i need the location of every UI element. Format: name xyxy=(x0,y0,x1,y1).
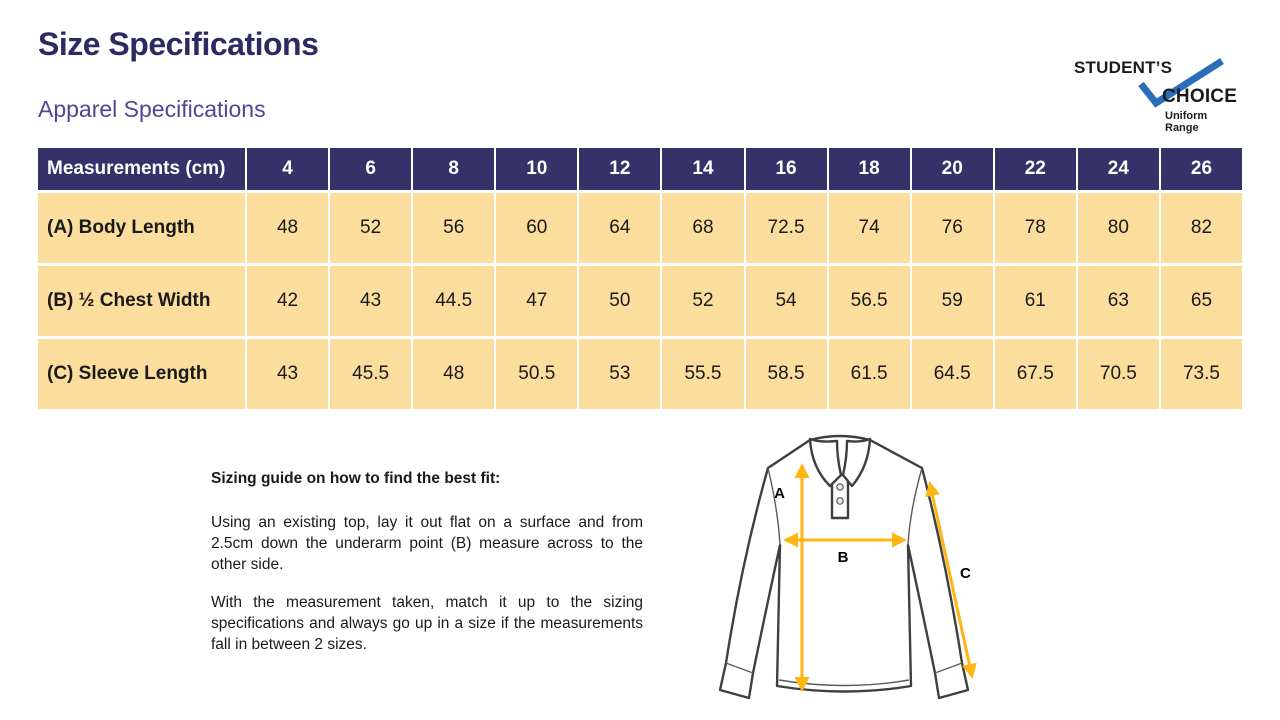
value-cell: 56 xyxy=(413,193,494,263)
value-cell: 44.5 xyxy=(413,266,494,336)
logo-line2: CHOICE xyxy=(1162,86,1238,107)
value-cell: 47 xyxy=(496,266,577,336)
value-cell: 61 xyxy=(995,266,1076,336)
value-cell: 63 xyxy=(1078,266,1159,336)
value-cell: 68 xyxy=(662,193,743,263)
value-cell: 76 xyxy=(912,193,993,263)
value-cell: 73.5 xyxy=(1161,339,1242,409)
header-size-cell: 18 xyxy=(829,148,910,190)
value-cell: 67.5 xyxy=(995,339,1076,409)
page-title: Size Specifications xyxy=(38,26,319,62)
students-choice-logo xyxy=(1072,58,1242,134)
header-size-cell: 6 xyxy=(330,148,411,190)
row-label-cell: (C) Sleeve Length xyxy=(38,339,245,409)
value-cell: 59 xyxy=(912,266,993,336)
header-size-cell: 4 xyxy=(247,148,328,190)
sizing-guide xyxy=(211,470,643,672)
value-cell: 52 xyxy=(330,193,411,263)
page-subtitle: Apparel Specifications xyxy=(38,96,266,122)
value-cell: 53 xyxy=(579,339,660,409)
header-size-cell: 24 xyxy=(1078,148,1159,190)
value-cell: 78 xyxy=(995,193,1076,263)
header-measurements-cell: Measurements (cm) xyxy=(38,148,245,190)
header-size-cell: 16 xyxy=(746,148,827,190)
value-cell: 50 xyxy=(579,266,660,336)
value-cell: 58.5 xyxy=(746,339,827,409)
row-label-cell: (A) Body Length xyxy=(38,193,245,263)
table-header-row xyxy=(38,148,1242,190)
value-cell: 48 xyxy=(247,193,328,263)
button-bottom xyxy=(837,498,843,504)
value-cell: 80 xyxy=(1078,193,1159,263)
value-cell: 64.5 xyxy=(912,339,993,409)
value-cell: 64 xyxy=(579,193,660,263)
row-label-cell: (B) ½ Chest Width xyxy=(38,266,245,336)
value-cell: 42 xyxy=(247,266,328,336)
value-cell: 54 xyxy=(746,266,827,336)
sizing-guide-paragraph-1: Using an existing top, lay it out flat on a surface and from 2.5cm down the underarm point (B) measure across to the other side. xyxy=(211,514,643,573)
sizing-guide-paragraph-2: With the measurement taken, match it up to the sizing specifications and always go up in a size if the measurements fall in between 2 sizes. xyxy=(211,594,643,653)
value-cell: 65 xyxy=(1161,266,1242,336)
value-cell: 74 xyxy=(829,193,910,263)
size-table xyxy=(38,148,1242,409)
button-top xyxy=(837,484,843,490)
polo-shirt-diagram xyxy=(690,430,1000,720)
value-cell: 82 xyxy=(1161,193,1242,263)
label-c: C xyxy=(960,565,971,582)
table-row xyxy=(38,193,1242,263)
value-cell: 45.5 xyxy=(330,339,411,409)
label-a: A xyxy=(774,485,785,502)
value-cell: 72.5 xyxy=(746,193,827,263)
logo-line1: STUDENT’S xyxy=(1074,58,1173,77)
header-size-cell: 12 xyxy=(579,148,660,190)
value-cell: 70.5 xyxy=(1078,339,1159,409)
value-cell: 60 xyxy=(496,193,577,263)
value-cell: 48 xyxy=(413,339,494,409)
label-b: B xyxy=(837,549,849,566)
logo-line3: Uniform Range xyxy=(1165,110,1208,134)
header-size-cell: 22 xyxy=(995,148,1076,190)
header-size-cell: 26 xyxy=(1161,148,1242,190)
value-cell: 52 xyxy=(662,266,743,336)
value-cell: 43 xyxy=(247,339,328,409)
header-size-cell: 10 xyxy=(496,148,577,190)
value-cell: 43 xyxy=(330,266,411,336)
value-cell: 55.5 xyxy=(662,339,743,409)
value-cell: 50.5 xyxy=(496,339,577,409)
header-size-cell: 8 xyxy=(413,148,494,190)
header-size-cell: 14 xyxy=(662,148,743,190)
header-size-cell: 20 xyxy=(912,148,993,190)
sizing-guide-heading: Sizing guide on how to find the best fit: xyxy=(211,470,501,487)
value-cell: 61.5 xyxy=(829,339,910,409)
table-row xyxy=(38,339,1242,409)
value-cell: 56.5 xyxy=(829,266,910,336)
table-row xyxy=(38,266,1242,336)
